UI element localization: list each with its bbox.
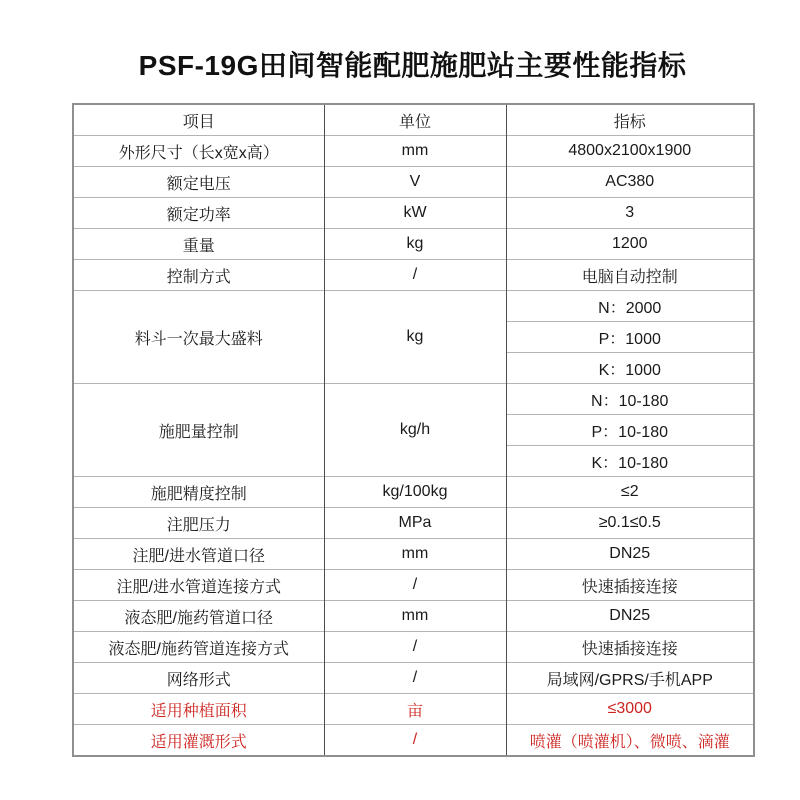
cell-unit: kg [324,229,506,260]
cell-unit: kg/h [324,384,506,477]
cell-spec-p: P：1000 [506,322,754,353]
table-row [73,601,754,632]
table-row-group-rate [73,384,754,415]
cell-unit: kg [324,291,506,384]
cell-item: 适用种植面积 [73,694,324,725]
table-row-highlight [73,694,754,725]
table-row [73,570,754,601]
cell-unit: mm [324,601,506,632]
cell-spec-n: N：10-180 [506,384,754,415]
cell-spec: 4800x2100x1900 [506,136,754,167]
table-row [73,260,754,291]
col-header-spec: 指标 [506,104,754,136]
cell-spec: 电脑自动控制 [506,260,754,291]
cell-item: 重量 [73,229,324,260]
cell-spec-p: P：10-180 [506,415,754,446]
table-row [73,136,754,167]
cell-unit: / [324,260,506,291]
cell-item: 控制方式 [73,260,324,291]
cell-spec-n: N：2000 [506,291,754,322]
table-header-row [73,104,754,136]
table-row-highlight [73,725,754,757]
cell-item: 料斗一次最大盛料 [73,291,324,384]
cell-item: 注肥/进水管道连接方式 [73,570,324,601]
cell-item: 适用灌溉形式 [73,725,324,757]
cell-unit: / [324,570,506,601]
cell-item: 额定电压 [73,167,324,198]
cell-unit: V [324,167,506,198]
cell-item: 注肥压力 [73,508,324,539]
cell-spec: DN25 [506,601,754,632]
table-row [73,508,754,539]
cell-spec: 快速插接连接 [506,570,754,601]
col-header-item: 项目 [73,104,324,136]
cell-spec: ≥0.1≤0.5 [506,508,754,539]
cell-unit: kW [324,198,506,229]
cell-spec: 快速插接连接 [506,632,754,663]
cell-spec: 局域网/GPRS/手机APP [506,663,754,694]
spec-table [72,103,755,757]
table-row [73,198,754,229]
cell-unit: mm [324,136,506,167]
col-header-unit: 单位 [324,104,506,136]
cell-spec: 喷灌（喷灌机）、微喷、滴灌 [506,725,754,757]
cell-unit: kg/100kg [324,477,506,508]
cell-spec: 3 [506,198,754,229]
table-row [73,632,754,663]
cell-spec: 1200 [506,229,754,260]
cell-unit: 亩 [324,694,506,725]
page-title: PSF-19G田间智能配肥施肥站主要性能指标 [138,50,687,81]
cell-item: 施肥量控制 [73,384,324,477]
table-row [73,167,754,198]
cell-spec: DN25 [506,539,754,570]
cell-item: 液态肥/施药管道口径 [73,601,324,632]
cell-spec: ≤3000 [506,694,754,725]
table-row [73,477,754,508]
cell-unit: / [324,725,506,757]
cell-unit: / [324,632,506,663]
cell-item: 施肥精度控制 [73,477,324,508]
cell-item: 注肥/进水管道口径 [73,539,324,570]
cell-item: 液态肥/施药管道连接方式 [73,632,324,663]
table-row-group-hopper [73,291,754,322]
table-row [73,539,754,570]
cell-item: 外形尺寸（长x宽x高） [73,136,324,167]
cell-spec-k: K：1000 [506,353,754,384]
cell-spec-k: K：10-180 [506,446,754,477]
cell-unit: mm [324,539,506,570]
table-row [73,663,754,694]
cell-item: 网络形式 [73,663,324,694]
cell-item: 额定功率 [73,198,324,229]
cell-unit: / [324,663,506,694]
cell-unit: MPa [324,508,506,539]
cell-spec: ≤2 [506,477,754,508]
table-row [73,229,754,260]
cell-spec: AC380 [506,167,754,198]
